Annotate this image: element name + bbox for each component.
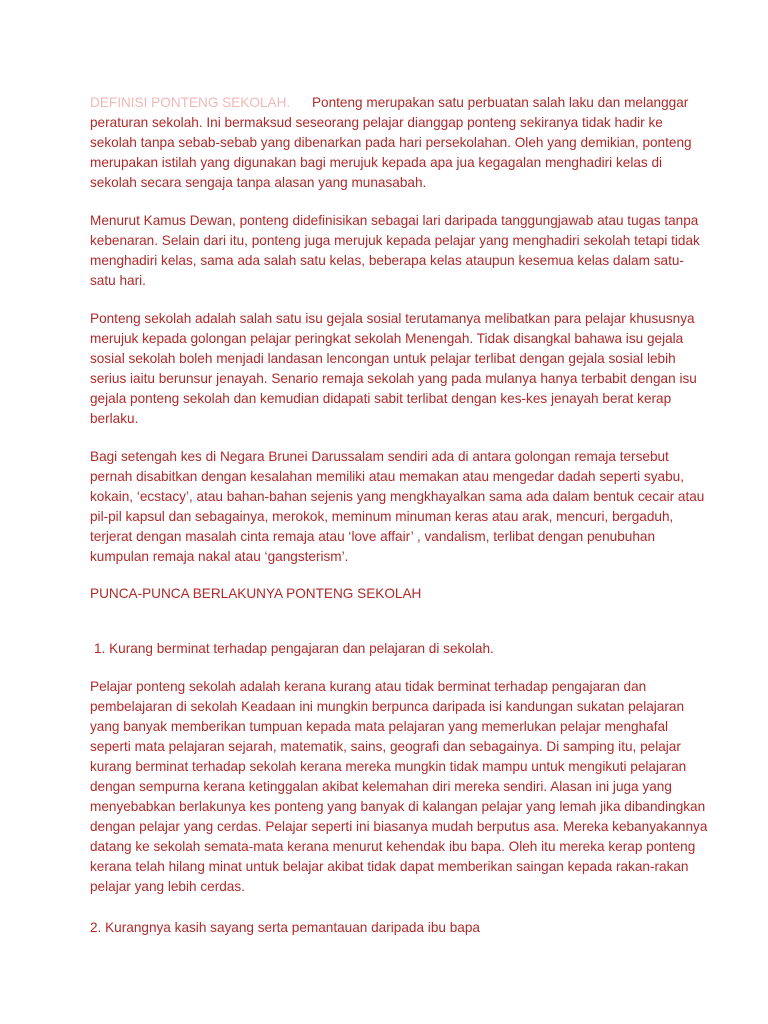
item-2-heading: 2. Kurangnya kasih sayang serta pemantauan daripada ibu bapa	[90, 920, 480, 935]
section-heading: PUNCA-PUNCA BERLAKUNYA PONTENG SEKOLAH	[90, 586, 422, 601]
intro-paragraph	[90, 93, 708, 193]
definition-heading: DEFINISI PONTENG SEKOLAH.	[90, 95, 291, 110]
brunei-paragraph: Bagi setengah kes di Negara Brunei Darussalam sendiri ada di antara golongan remaja tersebut pernah disabitkan dengan kesalahan memiliki atau memakan atau mengedar dadah seperti syabu, kokain, ‘ecstacy’, atau bahan-bahan sejenis yang mengkhayalkan sama ada dalam bentuk cecair atau pil-pil kapsul dan sebagainya, merokok, meminum minuman keras atau arak, mencuri, bergaduh, terjerat dengan masalah cinta remaja atau ‘love affair’ , vandalism, terlibat dengan penubuhan kumpulan remaja nakal atau ‘gangsterism’.	[90, 449, 705, 564]
kamus-paragraph: Menurut Kamus Dewan, ponteng didefinisikan sebagai lari daripada tanggungjawab atau tugas tanpa kebenaran. Selain dari itu, ponteng juga merujuk kepada pelajar yang menghadiri sekolah tetapi tidak menghadiri kelas, sama ada salah satu kelas, beberapa kelas ataupun kesemua kelas dalam satu-satu hari.	[90, 213, 700, 288]
issue-paragraph: Ponteng sekolah adalah salah satu isu gejala sosial terutamanya melibatkan para pelajar khususnya merujuk kepada golongan pelajar peringkat sekolah Menengah. Tidak disangkal bahawa isu gejala sosial sekolah boleh menjadi landasan lencongan untuk pelajar terlibat dengan gejala sosial lebih serius iaitu berunsur jenayah. Senario remaja sekolah yang pada mulanya hanya terbabit dengan isu gejala ponteng sekolah dan kemudian didapati sabit terlibat dengan kes-kes jenayah berat kerap berlaku.	[90, 311, 697, 426]
intro-text: Ponteng merupakan satu perbuatan salah laku dan melanggar peraturan sekolah. Ini bermaksud seseorang pelajar dianggap ponteng sekiranya tidak hadir ke sekolah tanpa sebab-sebab yang dibenarkan pada hari persekolahan. Oleh yang demikian, ponteng merupakan istilah yang digunakan bagi merujuk kepada apa jua kegagalan menghadiri kelas di sekolah secara sengaja tanpa alasan yang munasabah.	[90, 95, 692, 190]
item-1-heading: 1. Kurang berminat terhadap pengajaran dan pelajaran di sekolah.	[94, 641, 494, 656]
item-1-paragraph: Pelajar ponteng sekolah adalah kerana kurang atau tidak berminat terhadap pengajaran dan pembelajaran di sekolah Keadaan ini mungkin berpunca daripada isi kandungan sukatan pelajaran yang banyak memberikan tumpuan kepada mata pelajaran yang memerlukan pelajar menghafal seperti mata pelajaran sejarah, matematik, sains, geografi dan sebagainya. Di samping itu, pelajar kurang berminat terhadap sekolah kerana mereka mungkin tidak mampu untuk mengikuti pelajaran dengan sempurna kerana ketinggalan akibat kelemahan diri mereka sendiri. Alasan ini juga yang menyebabkan berlakunya kes ponteng yang banyak di kalangan pelajar yang lemah jika dibandingkan dengan pelajar yang cerdas. Pelajar seperti ini biasanya mudah berputus asa. Mereka kebanyakannya datang ke sekolah semata-mata kerana menurut kehendak ibu bapa. Oleh itu mereka kerap ponteng kerana telah hilang minat untuk belajar akibat tidak dapat memberikan saingan kepada rakan-rakan pelajar yang lebih cerdas.	[90, 679, 708, 894]
